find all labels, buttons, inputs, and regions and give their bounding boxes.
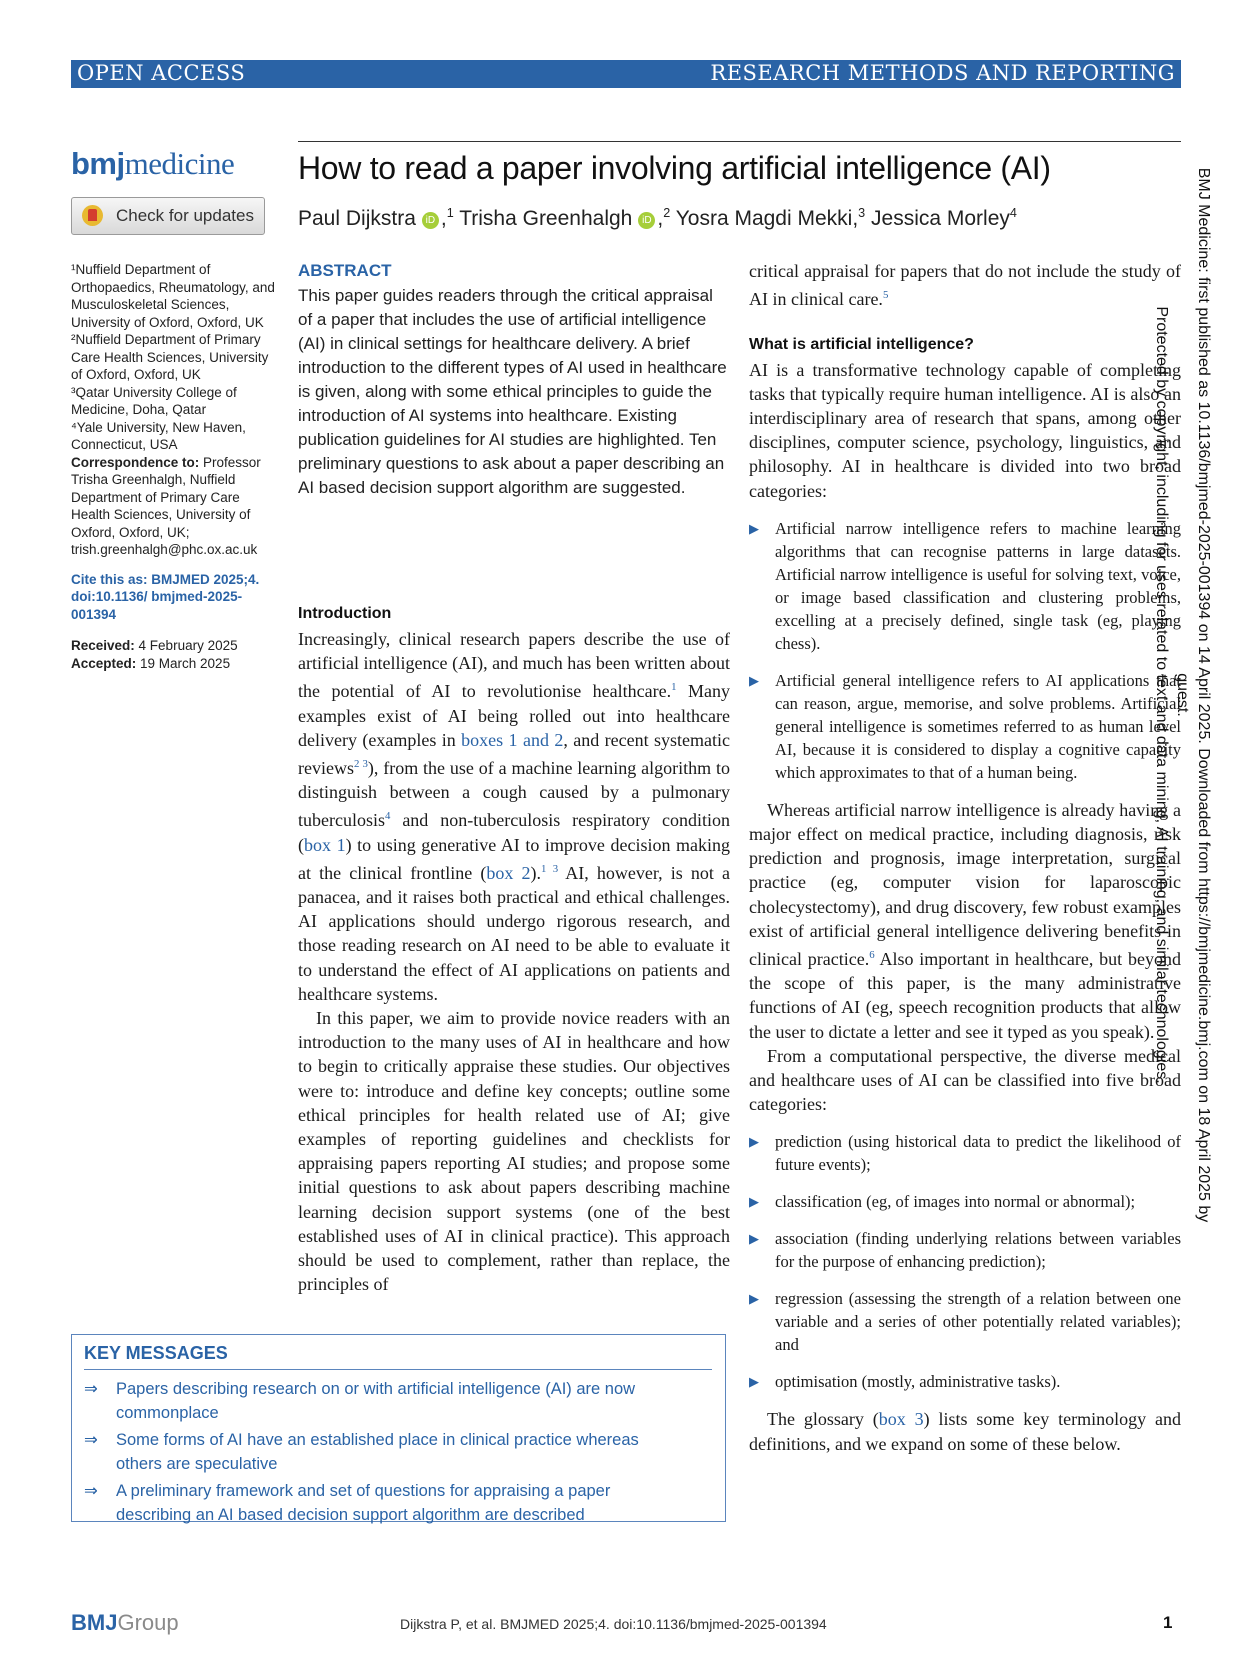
key-messages-box: [71, 1334, 726, 1522]
footer-citation: Dijkstra P, et al. BMJMED 2025;4. doi:10.1136/bmjmed-2025-001394: [400, 1616, 827, 1632]
page-number: 1: [1163, 1613, 1173, 1632]
list-item: ▶ Artificial narrow intelligence refers to machine learning algorithms that can recognise patterns in large datasets. Artificial narrow intelligence is useful for solving text, voice, or image based classification and clustering problems, excelling at a precisely defined, single task (eg, playing chess).: [749, 517, 1181, 655]
citation-ref[interactable]: 2 3: [353, 758, 368, 771]
key-message-item: ⇒ Some forms of AI have an established place in clinical practice whereas others are speculative: [84, 1428, 684, 1476]
citation-ref[interactable]: 1: [671, 681, 677, 694]
check-for-updates-button[interactable]: Check for updates: [71, 197, 265, 235]
list-item: ▶ Artificial general intelligence refers to AI applications that can reason, argue, memorise, and solve problems. Artificial general intelligence is sometimes referred to as human level AI, because it is considered to display a cognitive capacity which approximates to that of a human being.: [749, 669, 1181, 784]
box-link[interactable]: box 1: [304, 834, 346, 855]
copyright-notice-line: Protected by copyright, including for uses related to text and data mining, AI training, and similar technologies.: [1153, 306, 1170, 1084]
box-link[interactable]: box 3: [878, 1409, 924, 1430]
list-item: ▶ association (finding underlying relations between variables for the purpose of enhancing prediction);: [749, 1227, 1181, 1273]
key-message-item: ⇒ A preliminary framework and set of questions for appraising a paper describing an AI based decision support algorithm are described: [84, 1479, 684, 1527]
intro-paragraph-1: Increasingly, clinical research papers describe the use of artificial intelligence (AI), and much has been written about the potential of AI to revolutionise healthcare.$^1$ Many examples exist of AI being rolled out into healthcare delivery (examples in boxes 1 and 2, and recent systematic reviews$^{2 3}$), from the use of a machine learning algorithm to distinguish between a cough caused by a pulmonary tuberculosis$^4$ and non-tuberculosis respiratory condition (box 1) to using generative AI to improve decision making at the clinical frontline (box 2).$^{1 3}$ AI, however, is not a panacea, and it raises both practical and ethical challenges. AI applications should undergo rigorous research, and those reading research on AI need to be able to evaluate it to understand the effect of AI applications on patients and healthcare systems.: [298, 629, 731, 1004]
key-messages-heading: KEY MESSAGES: [84, 1343, 228, 1363]
correspondence-email-link[interactable]: Professor Trisha Greenhalgh, Nuffield Department of Primary Care Health Sciences, University of Oxford, Oxford, UK; trish.greenhalgh@phc.ox.ac.uk: [71, 454, 261, 557]
list-item: ▶ classification (eg, of images into normal or abnormal);: [749, 1190, 1181, 1213]
double-arrow-icon: ⇒: [84, 1431, 98, 1449]
vertical-download-notice: [1151, 150, 1214, 1240]
citation-ref[interactable]: 6: [869, 949, 875, 962]
abstract-text: This paper guides readers through the critical appraisal of a paper that includes the use of artificial intelligence (AI) in clinical settings for healthcare delivery. A brief introduction to the different types of AI used in healthcare is given, along with some ethical principles to guide the introduction of AI systems into healthcare. Existing publication guidelines for AI studies are highlighted. Ten preliminary questions to ask about a paper describing an AI based decision support algorithm are suggested.: [298, 286, 727, 497]
ai-types-list: [749, 517, 1181, 784]
affiliation-ref: 2: [663, 206, 671, 220]
box-link[interactable]: boxes 1 and 2: [461, 729, 564, 750]
affiliation-ref: 4: [1009, 206, 1017, 220]
open-access-label: OPEN ACCESS: [77, 61, 246, 85]
list-item: ▶ prediction (using historical data to predict the likelihood of future events);: [749, 1130, 1181, 1176]
ai-paragraph-2: Whereas artificial narrow intelligence is already having a major effect on medical practice, including diagnosis, risk prediction and prognosis, image interpretation, surgical practice (eg, computer vision for laparoscopic cholecystectomy), and drug discovery, few robust examples exist of artificial general intelligence delivering benefits in clinical practice.$^6$ Also important in healthcare, but beyond the scope of this paper, is the many administrative functions of AI (eg, speech recognition products that allow the user to dictate a letter and see it typed as you speak).: [749, 799, 1181, 1042]
intro-paragraph-2: In this paper, we aim to provide novice readers with an introduction to the many uses of AI in healthcare and how to begin to critically appraise these studies. Our objectives were to: introduce and define key concepts; outline some ethical principles for health related use of AI; give examples of reporting guidelines and checklists for appraising papers reporting AI studies; and propose some initial questions to ask about papers describing machine learning decision support systems (one of the best established uses of AI in clinical practice). This approach should be used to complement, rather than replace, the principles of: [298, 1008, 730, 1295]
affiliation: ³Qatar University College of Medicine, Doha, Qatar: [71, 384, 237, 417]
ai-heading: What is artificial intelligence?: [749, 336, 974, 354]
list-item: ▶ regression (assessing the strength of a relation between one variable and a series of other potentially related variables); and: [749, 1287, 1181, 1356]
affiliation: ²Nuffield Department of Primary Care Health Sciences, University of Oxford, Oxford, UK: [71, 332, 269, 382]
crossmark-icon: [82, 205, 103, 226]
right-column: [749, 259, 1181, 1456]
double-arrow-icon: ⇒: [84, 1380, 98, 1398]
top-banner: [71, 60, 1181, 88]
author-name[interactable]: Jessica Morley: [871, 207, 1010, 230]
accepted-date: Accepted: 19 March 2025: [71, 655, 231, 671]
key-messages-list: [84, 1377, 684, 1530]
bmj-group-logo: BMJGroup: [71, 1610, 179, 1635]
cite-as[interactable]: Cite this as: BMJMED 2025;4. doi:10.1136/ bmjmed-2025-001394: [71, 571, 260, 622]
author-name[interactable]: Paul Dijkstra: [298, 207, 416, 230]
correspondence: Correspondence to: Professor Trisha Greenhalgh, Nuffield Department of Primary Care Health Sciences, University of Oxford, Oxford, UK; trish.greenhalgh@phc.ox.ac.uk: [71, 454, 261, 557]
author-list: Paul Dijkstra iD ,$^1$ Trisha Greenhalgh iD ,$^2$ Yosra Magdi Mekki,$^3$ Jessica Morley$^4$: [298, 206, 1017, 230]
download-notice-line: BMJ Medicine: first published as 10.1136/bmjmed-2025-001394 on 14 April 2025. Downloaded from https://bmjmedicine.bmj.com on 18 April 2025 by guest.: [1174, 167, 1212, 1223]
intro-body: [298, 627, 730, 1296]
ai-paragraph-1: AI is a transformative technology capable of completing tasks that typically require human intelligence. AI is also an interdisciplinary area of research that spans, among other disciplines, computer science, psychology, linguistics, and philosophy. AI in healthcare is divided into two broad categories:: [749, 359, 1181, 501]
received-date: Received: 4 February 2025: [71, 638, 238, 653]
author-name[interactable]: Trisha Greenhalgh: [459, 207, 633, 230]
citation-ref[interactable]: 1 3: [541, 862, 559, 875]
affiliation: ¹Nuffield Department of Orthopaedics, Rheumatology, and Musculoskeletal Sciences, University of Oxford, Oxford, UK: [71, 262, 275, 330]
key-messages-rule: [84, 1369, 712, 1370]
list-item: ▶ optimisation (mostly, administrative tasks).: [749, 1370, 1181, 1393]
section-label: RESEARCH METHODS AND REPORTING: [710, 61, 1175, 85]
citation-ref[interactable]: 4: [385, 810, 391, 823]
article-title: How to read a paper involving artificial intelligence (AI): [298, 150, 1051, 186]
ai-paragraph-4: The glossary (box 3) lists some key terminology and definitions, and we expand on some of these below.: [749, 1409, 1181, 1454]
journal-logo[interactable]: bmjmedicine: [71, 146, 235, 181]
continued-paragraph: critical appraisal for papers that do not include the study of AI in clinical care.$^5$: [749, 261, 1181, 310]
box-link[interactable]: box 2: [486, 862, 531, 883]
affiliation: ⁴Yale University, New Haven, Connecticut, USA: [71, 419, 246, 452]
sidebar: [71, 261, 276, 672]
double-arrow-icon: ⇒: [84, 1482, 98, 1500]
citation-ref[interactable]: 5: [882, 289, 889, 302]
key-message-item: ⇒ Papers describing research on or with artificial intelligence (AI) are now commonplace: [84, 1377, 684, 1425]
intro-heading: Introduction: [298, 605, 392, 622]
ai-uses-list: [749, 1130, 1181, 1393]
orcid-icon[interactable]: iD: [638, 212, 655, 229]
orcid-icon[interactable]: iD: [422, 212, 439, 229]
title-rule: [298, 141, 1181, 142]
abstract-heading: ABSTRACT: [298, 261, 392, 280]
ai-paragraph-3: From a computational perspective, the diverse medical and healthcare uses of AI can be classified into five broad categories:: [749, 1045, 1181, 1115]
affiliation-ref: 1: [446, 206, 454, 220]
author-name[interactable]: Yosra Magdi Mekki,: [675, 207, 859, 230]
affiliation-ref: 3: [858, 206, 866, 220]
